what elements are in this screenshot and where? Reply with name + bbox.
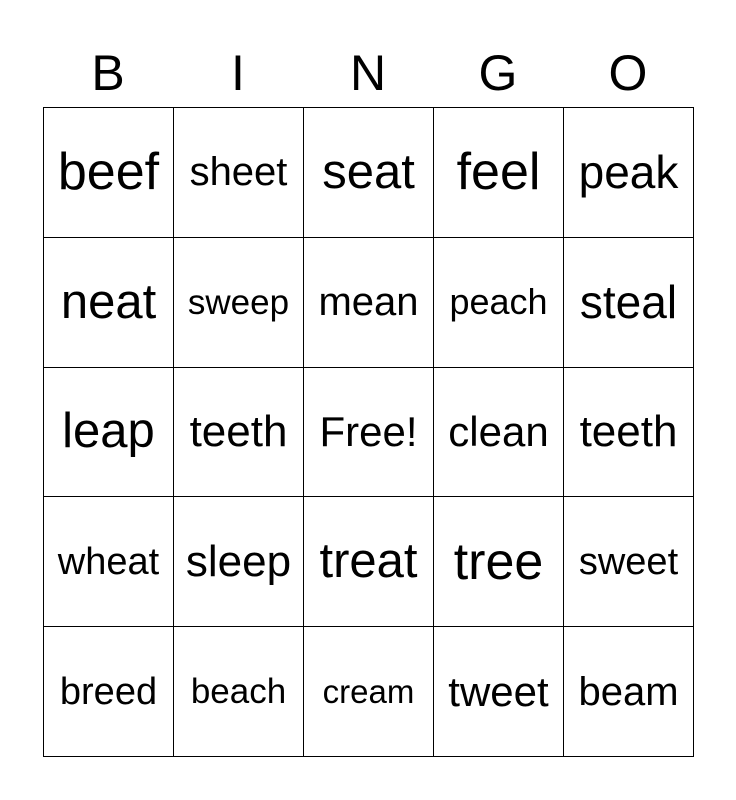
bingo-cell[interactable]: peach — [434, 238, 564, 368]
bingo-cell[interactable]: wheat — [44, 497, 174, 627]
header-letter-n: N — [349, 45, 387, 101]
bingo-cell[interactable]: tweet — [434, 627, 564, 757]
bingo-cell[interactable]: clean — [434, 368, 564, 498]
bingo-board — [43, 107, 694, 757]
bingo-cell[interactable]: peak — [564, 108, 694, 238]
bingo-cell[interactable]: sweet — [564, 497, 694, 627]
bingo-cell[interactable]: beef — [44, 108, 174, 238]
header-letter-g: G — [478, 45, 518, 101]
bingo-cell[interactable]: steal — [564, 238, 694, 368]
bingo-cell[interactable]: teeth — [174, 368, 304, 498]
free-space-cell[interactable]: Free! — [304, 368, 434, 498]
header-letter-o: O — [608, 45, 648, 101]
bingo-cell[interactable]: beam — [564, 627, 694, 757]
bingo-cell[interactable]: cream — [304, 627, 434, 757]
bingo-cell[interactable]: teeth — [564, 368, 694, 498]
bingo-cell[interactable]: sweep — [174, 238, 304, 368]
bingo-cell[interactable]: sleep — [174, 497, 304, 627]
header-letter-i: I — [231, 45, 245, 101]
bingo-header — [43, 40, 693, 106]
bingo-cell[interactable]: leap — [44, 368, 174, 498]
bingo-cell[interactable]: seat — [304, 108, 434, 238]
bingo-cell[interactable]: breed — [44, 627, 174, 757]
header-letter-b: B — [91, 45, 125, 101]
bingo-cell[interactable]: tree — [434, 497, 564, 627]
bingo-cell[interactable]: mean — [304, 238, 434, 368]
bingo-cell[interactable]: neat — [44, 238, 174, 368]
bingo-cell[interactable]: sheet — [174, 108, 304, 238]
bingo-cell[interactable]: feel — [434, 108, 564, 238]
bingo-cell[interactable]: treat — [304, 497, 434, 627]
bingo-cell[interactable]: beach — [174, 627, 304, 757]
